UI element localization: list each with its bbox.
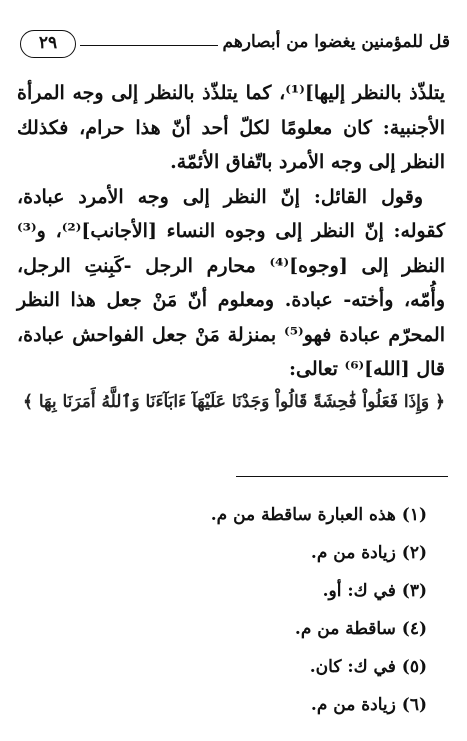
footnote-5: (٥) في ك: كان. xyxy=(309,657,427,677)
footnote-6: (٦) زيادة من م. xyxy=(310,695,427,715)
footnote-3: (٣) في ك: أو. xyxy=(322,581,427,601)
footnote-4: (٤) ساقطة من م. xyxy=(294,619,427,639)
quran-verse: ﴿ وَإِذَا فَعَلُواْ فَٰحِشَةً قَالُواْ وَجَدْنَا عَلَيْهَآ ءَابَآءَنَا وَٱللَّهُ أَمَرَنَا بِهَا ﴾ xyxy=(22,391,445,412)
header-title: قل للمؤمنين يغضوا من أبصارهم xyxy=(222,32,450,52)
main-text xyxy=(17,76,445,417)
footnote-2: (٢) زيادة من م. xyxy=(310,543,427,563)
running-header xyxy=(18,28,450,62)
footnote-1: (١) هذه العبارة ساقطة من م. xyxy=(210,505,427,525)
paragraph-2: وقول القائل: إنّ النظر إلى وجه الأمرد عبادة، كقوله: إنّ النظر إلى وجوه النساء [الأجانب]⁽²⁾، و⁽³⁾ النظر إلى [وجوه]⁽⁴⁾ محارم الرجل -كَبِنتِ الرجل، وأُمّه، وأخته- عبادة. ومعلوم أنّ مَنْ جعل هذا النظر المحرّم عبادة فهو⁽⁵⁾ بمنزلة مَنْ جعل الفواحش عبادة، قال [الله]⁽⁶⁾ تعالى: xyxy=(17,185,445,380)
paragraph-1: يتلذّذ بالنظر إليها]⁽¹⁾، كما يتلذّذ بالنظر إلى وجه المرأة الأجنبية: كان معلومًا لكلّ أحد أنّ هذا حرام، فكذلك النظر إلى وجه الأمرد باتّفاق الأئمّة. xyxy=(17,82,445,173)
page-number-badge: ٢٩ xyxy=(20,30,76,58)
footnotes-list xyxy=(27,496,427,724)
header-rule xyxy=(80,45,218,46)
footnote-separator xyxy=(236,476,448,477)
